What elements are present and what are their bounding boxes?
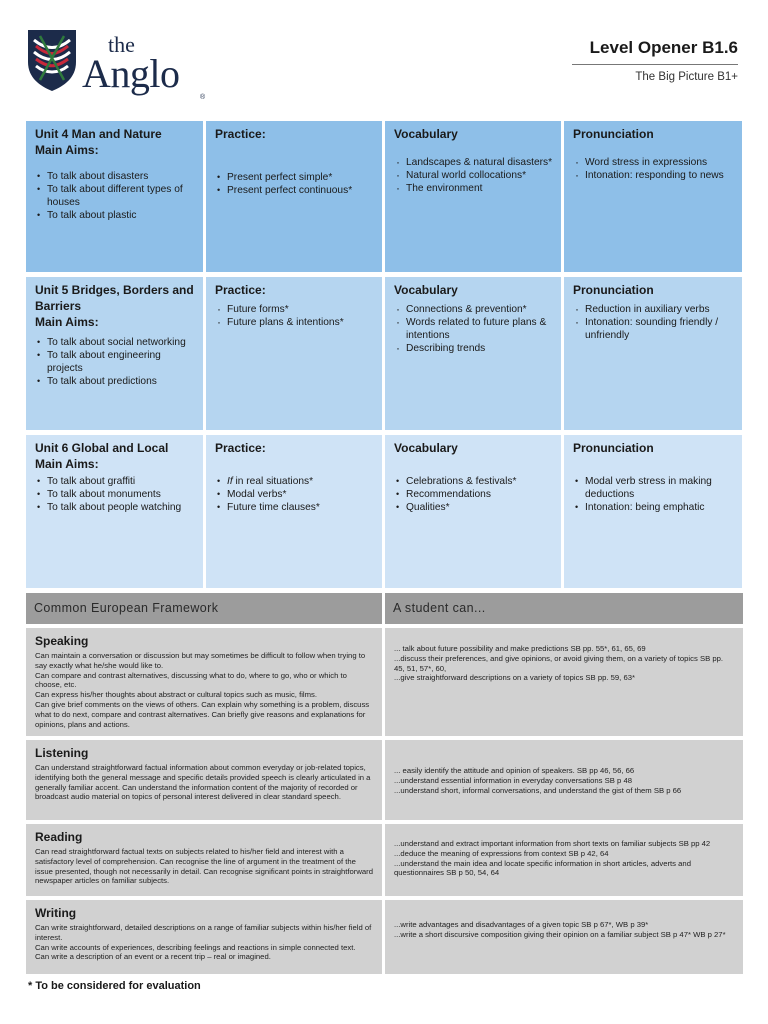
list-item: • To talk about plastic bbox=[35, 209, 195, 222]
student-can-title: A student can... bbox=[385, 593, 743, 624]
unit5-aims-cell bbox=[26, 277, 203, 430]
logo-name-text: Anglo bbox=[82, 51, 180, 96]
listening-can-cell bbox=[385, 740, 743, 820]
can-line: ... talk about future possibility and make predictions SB pp. 55*, 61, 65, 69 bbox=[394, 644, 646, 653]
skill-description bbox=[35, 651, 374, 729]
list-item: · Words related to future plans & intentions bbox=[394, 316, 553, 342]
page-title: Level Opener B1.6 bbox=[589, 38, 738, 57]
skill-description bbox=[35, 763, 374, 802]
list-item: · Natural world collocations* bbox=[394, 169, 553, 182]
list-item: • Future time clauses* bbox=[215, 501, 374, 514]
aims-list bbox=[35, 336, 195, 388]
description-line: Can write a description of an event or a recent trip – real or imagined. bbox=[35, 952, 271, 962]
unit5-pronunciation-cell bbox=[564, 277, 742, 430]
list-item: · Future plans & intentions* bbox=[215, 316, 374, 329]
unit-title: Unit 6 Global and Local bbox=[35, 441, 169, 455]
list-item: • To talk about predictions bbox=[35, 375, 195, 388]
list-item: · Describing trends bbox=[394, 342, 553, 355]
skill-title: Writing bbox=[35, 906, 77, 920]
practice-list bbox=[215, 475, 374, 514]
list-item: · Intonation: responding to news bbox=[573, 169, 734, 182]
list-item: · Intonation: sounding friendly / unfriendly bbox=[573, 316, 734, 342]
reading-can-cell bbox=[385, 824, 743, 896]
framework-title: Common European Framework bbox=[26, 593, 382, 624]
list-item bbox=[215, 475, 374, 488]
description-line: Can give brief comments on the views of others. Can explain why something is a problem, discuss what to do next, compare and contrast alternatives. Can briefly give reasons and explanations for opinions, plans and actions. bbox=[35, 699, 370, 729]
practice-label: Practice: bbox=[215, 283, 266, 297]
description-line: Can maintain a conversation or discussion but may sometimes be difficult to follow when trying to say exactly what he/she would like to. bbox=[35, 651, 366, 670]
pronunciation-list bbox=[573, 303, 734, 342]
list-item: • Celebrations & festivals* bbox=[394, 475, 553, 488]
can-line: ... easily identify the attitude and opinion of speakers. SB pp 46, 56, 66 bbox=[394, 766, 635, 775]
writing-cell bbox=[26, 900, 382, 974]
list-item: · Reduction in auxiliary verbs bbox=[573, 303, 734, 316]
list-item: • To talk about engineering projects bbox=[35, 349, 195, 375]
vocabulary-label: Vocabulary bbox=[394, 283, 458, 297]
vocabulary-label: Vocabulary bbox=[394, 441, 458, 455]
writing-can-cell bbox=[385, 900, 743, 974]
practice-list bbox=[215, 171, 374, 197]
vocabulary-list bbox=[394, 156, 553, 195]
list-item: • To talk about disasters bbox=[35, 170, 195, 183]
list-item: · Connections & prevention* bbox=[394, 303, 553, 316]
unit5-vocabulary-cell bbox=[385, 277, 561, 430]
skill-title: Listening bbox=[35, 746, 89, 760]
can-line: ...discuss their preferences, and give opinions, or avoid giving them, on a variety of topics SB pp. 45, 51, 57*, 60, bbox=[394, 653, 724, 673]
description-line: Can express his/her thoughts about abstract or cultural topics such as music, films. bbox=[35, 690, 318, 700]
italic-if: If bbox=[227, 476, 233, 487]
brand-logo bbox=[26, 28, 206, 101]
skill-title: Speaking bbox=[35, 634, 89, 648]
list-item: · Word stress in expressions bbox=[573, 156, 734, 169]
unit6-practice-cell bbox=[206, 435, 382, 588]
list-item: · The environment bbox=[394, 182, 553, 195]
unit4-pronunciation-cell bbox=[564, 121, 742, 272]
list-item: • Modal verb stress in making deductions bbox=[573, 475, 734, 501]
logo-the-text: the bbox=[108, 32, 135, 57]
main-aims-label: Main Aims: bbox=[35, 143, 99, 157]
vocabulary-list bbox=[394, 475, 553, 514]
pronunciation-label: Pronunciation bbox=[573, 441, 654, 455]
unit4-vocabulary-cell bbox=[385, 121, 561, 272]
unit4-aims-cell bbox=[26, 121, 203, 272]
list-item: • To talk about people watching bbox=[35, 501, 195, 514]
list-item: · Future forms* bbox=[215, 303, 374, 316]
vocabulary-list bbox=[394, 303, 553, 355]
skill-title: Reading bbox=[35, 830, 83, 844]
list-item: • Present perfect simple* bbox=[215, 171, 374, 184]
main-aims-label: Main Aims: bbox=[35, 315, 99, 329]
unit-title: Unit 4 Man and Nature bbox=[35, 127, 162, 141]
unit4-practice-cell bbox=[206, 121, 382, 272]
unit6-aims-cell bbox=[26, 435, 203, 588]
list-item: • To talk about different types of houses bbox=[35, 183, 195, 209]
speaking-cell bbox=[26, 628, 382, 736]
list-item: • Intonation: being emphatic bbox=[573, 501, 734, 514]
evaluation-footnote: * To be considered for evaluation bbox=[28, 980, 201, 992]
pronunciation-label: Pronunciation bbox=[573, 127, 654, 141]
can-line: ...give straightforward descriptions on a variety of topics SB pp. 59, 63* bbox=[394, 673, 636, 683]
aims-list bbox=[35, 475, 195, 514]
title-block bbox=[572, 38, 738, 83]
can-line: ...understand the main idea and locate specific information in short articles, adverts and questionnaires SB p 50, 54, 64 bbox=[394, 858, 691, 878]
speaking-can-cell bbox=[385, 628, 743, 736]
can-line: ...deduce the meaning of expressions from context SB p 42, 64 bbox=[394, 848, 609, 858]
reading-cell bbox=[26, 824, 382, 896]
can-line: ...write advantages and disadvantages of a given topic SB p 67*, WB p 39* bbox=[394, 920, 649, 929]
can-line: ...understand and extract important information from short texts on familiar subjects SB pp 42 bbox=[394, 839, 711, 848]
practice-label: Practice: bbox=[215, 441, 266, 455]
page-subtitle: The Big Picture B1+ bbox=[635, 71, 738, 83]
description-line: Can understand straightforward factual information about common everyday or job-related topics, identifying both the general message and specific details provided speech is clearly articulated in a generally familiar accent. Can understand the information content of the majority of recorded or broadcast audio material on topics of personal interest delivered in clear standard speech. bbox=[35, 763, 371, 802]
can-line: ...write a short discursive composition giving their opinion on a familiar subject SB p 47* WB p 27* bbox=[394, 929, 726, 939]
crest-icon bbox=[26, 28, 78, 92]
pronunciation-list bbox=[573, 475, 734, 514]
skill-description bbox=[35, 847, 374, 886]
list-item: · Landscapes & natural disasters* bbox=[394, 156, 553, 169]
pronunciation-label: Pronunciation bbox=[573, 283, 654, 297]
aims-list bbox=[35, 170, 195, 222]
logo-registered-mark: ® bbox=[200, 94, 206, 101]
list-item: • To talk about graffiti bbox=[35, 475, 195, 488]
description-line: Can write accounts of experiences, describing feelings and reactions in simple connected text. bbox=[35, 942, 356, 952]
description-line: Can write straightforward, detailed descriptions on a range of familiar subjects within his/her field of interest. bbox=[35, 923, 372, 942]
practice-label: Practice: bbox=[215, 127, 266, 141]
practice-text: in real situations* bbox=[232, 476, 314, 487]
title-divider bbox=[572, 64, 738, 65]
can-line: ...understand short, informal conversations, and understand the gist of them SB p 66 bbox=[394, 785, 682, 795]
listening-cell bbox=[26, 740, 382, 820]
list-item: • To talk about social networking bbox=[35, 336, 195, 349]
unit5-practice-cell bbox=[206, 277, 382, 430]
main-aims-label: Main Aims: bbox=[35, 457, 99, 471]
list-item: • To talk about monuments bbox=[35, 488, 195, 501]
list-item: • Modal verbs* bbox=[215, 488, 374, 501]
vocabulary-label: Vocabulary bbox=[394, 127, 458, 141]
practice-list bbox=[215, 303, 374, 329]
unit6-pronunciation-cell bbox=[564, 435, 742, 588]
list-item: • Present perfect continuous* bbox=[215, 184, 374, 197]
unit-title: Unit 5 Bridges, Borders and Barriers bbox=[35, 283, 194, 313]
list-item: • Qualities* bbox=[394, 501, 553, 514]
pronunciation-list bbox=[573, 156, 734, 182]
description-line: Can read straightforward factual texts on subjects related to his/her field and interest with a satisfactory level of comprehension. Can recognise the line of argument in the treatment of the issue presented, though not necessarily in detail. Can recognise significant points in straightforward newspaper articles on familiar subjects. bbox=[35, 847, 374, 886]
unit6-vocabulary-cell bbox=[385, 435, 561, 588]
description-line: Can compare and contrast alternatives, discussing what to do, where to go, who or which to choose, etc. bbox=[35, 670, 347, 690]
skill-description bbox=[35, 923, 374, 962]
list-item: • Recommendations bbox=[394, 488, 553, 501]
can-line: ...understand essential information in everyday conversations SB p 48 bbox=[394, 775, 633, 785]
